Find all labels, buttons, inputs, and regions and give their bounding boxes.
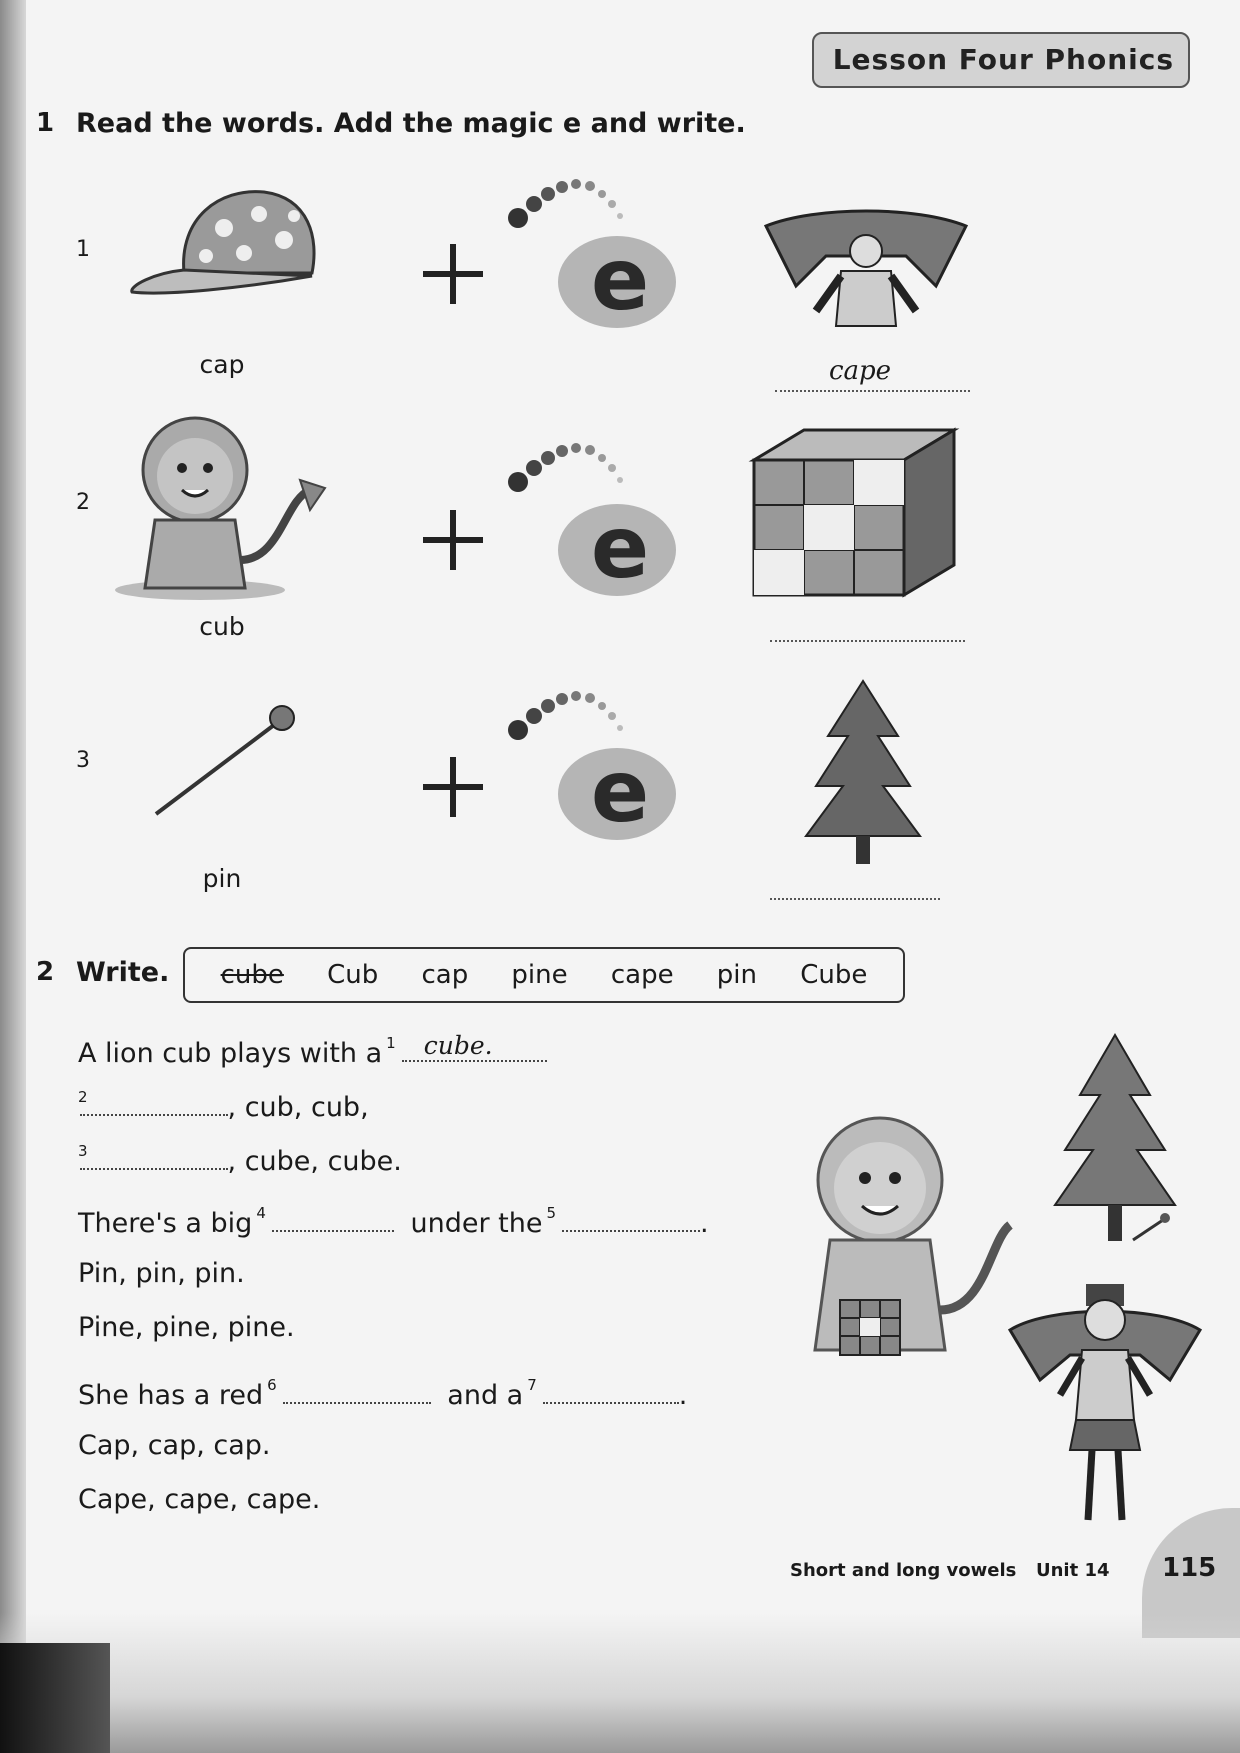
poem-line-7: She has a red $^6$ and a $^7$ . <box>78 1376 688 1411</box>
cape-hero-icon <box>756 196 976 346</box>
blank-number-4: 4 <box>256 1204 266 1222</box>
poem-line-5: Pin, pin, pin. <box>78 1258 245 1289</box>
blank-number-7: 7 <box>527 1376 537 1394</box>
lesson-title-tab: Lesson Four Phonics <box>812 32 1190 88</box>
row-3-word: pin <box>202 864 242 893</box>
word-bank-item: cap <box>421 960 469 990</box>
poem-line-3: $^3$ , cube, cube. <box>78 1142 402 1177</box>
answer-blank-1[interactable]: cube. <box>402 1036 547 1062</box>
pine-tree-icon <box>798 676 928 866</box>
magic-e-badge-2: e <box>558 484 688 594</box>
word-bank-item: cape <box>610 960 674 990</box>
magic-e-badge-1: e <box>558 216 688 326</box>
footer-topic: Short and long vowels <box>790 1560 1017 1581</box>
row-2-number: 2 <box>76 490 90 515</box>
scan-bottom-shadow <box>0 1613 1240 1753</box>
word-bank-item: Cub <box>327 960 379 990</box>
poem-line-6: Pine, pine, pine. <box>78 1312 295 1343</box>
row-2-word: cub <box>199 612 245 641</box>
rubik-cube-icon <box>744 420 964 600</box>
answer-blank-4[interactable] <box>272 1206 394 1232</box>
word-bank-item: cube <box>220 960 284 990</box>
plus-sign-3 <box>423 757 483 817</box>
poem-line-9: Cape, cape, cape. <box>78 1484 321 1515</box>
row-3-answer-line <box>770 898 940 900</box>
lion-cub-icon <box>110 410 350 600</box>
blank-number-5: 5 <box>546 1204 556 1222</box>
poem-line-2: $^2$ , cub, cub, <box>78 1088 369 1123</box>
word-bank-item: pine <box>511 960 568 990</box>
answer-blank-3[interactable] <box>80 1144 228 1170</box>
blank-number-1: 1 <box>386 1034 396 1052</box>
page-number: 115 <box>1162 1553 1217 1583</box>
plus-sign-1 <box>423 244 483 304</box>
word-bank-item: Cube <box>800 960 868 990</box>
book-spine-shadow <box>0 0 26 1753</box>
answer-blank-6[interactable] <box>283 1378 431 1404</box>
blank-number-3: 3 <box>78 1142 88 1160</box>
poem-line-4: There's a big $^4$ under the $^5$ . <box>78 1204 709 1239</box>
row-1-word: cap <box>199 350 245 379</box>
row-3-number: 3 <box>76 748 90 773</box>
plus-sign-2 <box>423 510 483 570</box>
exercise-2-instruction: Write. <box>76 957 170 988</box>
exercise-2-number: 2 <box>36 957 55 987</box>
pin-icon <box>150 700 300 820</box>
word-bank <box>183 947 905 1003</box>
answer-blank-5[interactable] <box>562 1206 700 1232</box>
girl-in-cape-icon <box>1000 1270 1210 1530</box>
row-1-answer-line <box>775 390 970 392</box>
word-bank-item: pin <box>716 960 758 990</box>
footer-unit: Unit 14 <box>1036 1560 1110 1581</box>
poem-line-8: Cap, cap, cap. <box>78 1430 271 1461</box>
magic-e-badge-3: e <box>558 728 688 838</box>
answer-blank-2[interactable] <box>80 1090 228 1116</box>
lion-cub-with-cube-icon <box>770 1110 1030 1370</box>
row-1-number: 1 <box>76 237 90 262</box>
cap-icon <box>124 178 324 298</box>
pine-tree-with-pin-icon <box>1045 1030 1195 1250</box>
row-1-answer: cape <box>828 356 892 386</box>
poem-line-1: A lion cub plays with a $^1$ cube. <box>78 1034 547 1069</box>
answer-blank-7[interactable] <box>543 1378 679 1404</box>
blank-number-2: 2 <box>78 1088 88 1106</box>
exercise-1-instruction: Read the words. Add the magic e and write. <box>76 108 746 139</box>
exercise-1-number: 1 <box>36 108 55 138</box>
row-2-answer-line <box>770 640 965 642</box>
blank-number-6: 6 <box>267 1376 277 1394</box>
